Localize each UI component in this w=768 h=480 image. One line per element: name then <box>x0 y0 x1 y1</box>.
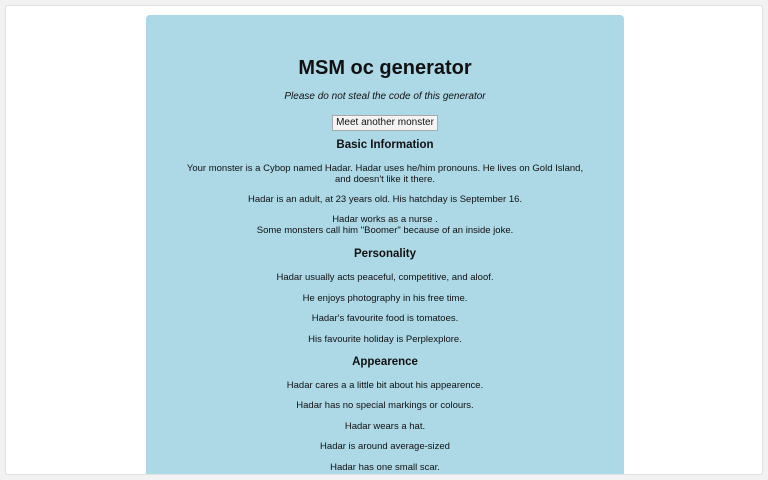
meet-another-monster-button[interactable]: Meet another monster <box>332 115 438 131</box>
personality-line: His favourite holiday is Perplexplore. <box>308 334 462 345</box>
basic-info-species-line: Your monster is a Cybop named Hadar. Hadar uses he/him pronouns. He lives on Gold Island, <box>186 163 584 174</box>
basic-info-job-line: Hadar works as a nurse . <box>332 214 438 225</box>
basic-info-island-line: and doesn't like it there. <box>334 174 436 185</box>
generator-card <box>146 15 624 475</box>
appearence-line: Hadar is around average-sized <box>320 441 450 452</box>
appearence-line: Hadar wears a hat. <box>344 421 426 432</box>
personality-line: He enjoys photography in his free time. <box>302 293 468 304</box>
subtitle-notice: Please do not steal the code of this generator <box>284 91 486 102</box>
personality-line: Hadar's favourite food is tomatoes. <box>311 313 459 324</box>
appearence-line: Hadar cares a a little bit about his appearence. <box>286 380 484 391</box>
section-heading-basic-information: Basic Information <box>336 139 434 151</box>
browser-viewport <box>5 5 763 475</box>
button-container <box>146 112 624 131</box>
personality-line: Hadar usually acts peaceful, competitive, and aloof. <box>276 272 494 283</box>
appearence-line: Hadar has one small scar. <box>330 462 440 473</box>
section-heading-personality: Personality <box>354 248 416 260</box>
page-title: MSM oc generator <box>298 57 472 79</box>
basic-info-age-line: Hadar is an adult, at 23 years old. His hatchday is September 16. <box>247 194 523 205</box>
basic-info-nickname-line: Some monsters call him "Boomer" because of an inside joke. <box>256 225 514 236</box>
appearence-line: Hadar has no special markings or colours. <box>296 400 474 411</box>
section-heading-appearence: Appearence <box>352 356 418 368</box>
